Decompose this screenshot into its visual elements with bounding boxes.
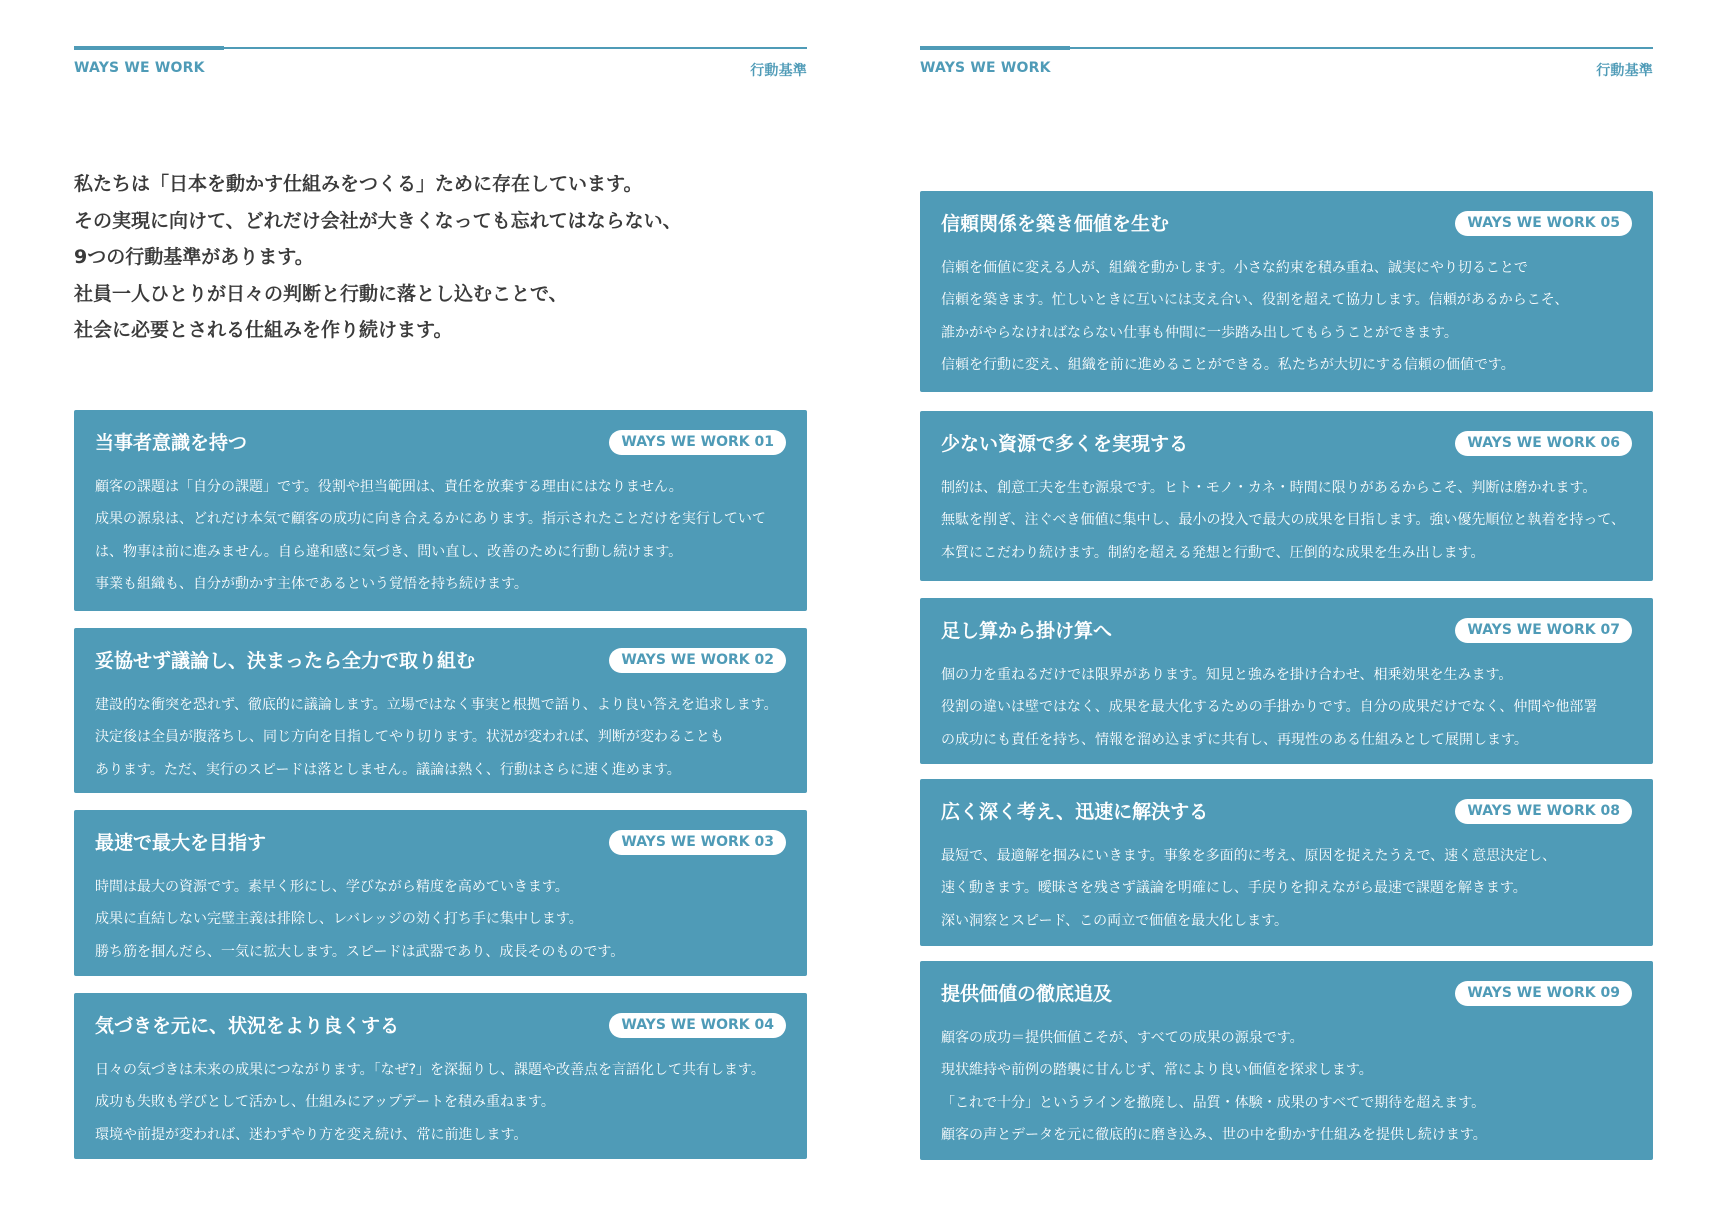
card-title: 信頼関係を築き価値を生む — [941, 213, 1170, 235]
card-body — [941, 659, 1639, 756]
card-title: 広く深く考え、迅速に解決する — [941, 801, 1209, 823]
card-body-line: 役割の違いは壁ではなく、成果を最大化するための手掛かりです。自分の成果だけでなく、仲間や他部署 — [941, 699, 1598, 716]
header-label-en: WAYS WE WORK — [920, 60, 1051, 76]
card-badge: WAYS WE WORK 04 — [609, 1013, 786, 1038]
card-body-line: 成果の源泉は、どれだけ本気で顧客の成功に向き合えるかにあります。指示されたことだけを実行していて — [95, 511, 766, 528]
card-body — [95, 471, 793, 600]
card-badge: WAYS WE WORK 06 — [1455, 431, 1632, 456]
header-rule — [74, 47, 807, 49]
card-body-line: 現状維持や前例の踏襲に甘んじず、常により良い価値を探求します。 — [941, 1062, 1373, 1079]
card-05 — [920, 191, 1653, 392]
card-body-line: 信頼を行動に変え、組織を前に進めることができる。私たちが大切にする信頼の価値です。 — [941, 356, 1515, 373]
card-badge: WAYS WE WORK 03 — [609, 830, 786, 855]
card-title: 気づきを元に、状況をより良くする — [95, 1015, 400, 1037]
card-body — [941, 252, 1639, 381]
header-label-en: WAYS WE WORK — [74, 60, 205, 76]
card-title: 妥協せず議論し、決まったら全力で取り組む — [95, 650, 476, 672]
card-07 — [920, 598, 1653, 764]
card-title: 提供価値の徹底追及 — [941, 983, 1113, 1005]
card-body-line: 決定後は全員が腹落ちし、同じ方向を目指してやり切ります。状況が変われば、判断が変わることも — [95, 729, 724, 746]
card-body-line: は、物事は前に進みません。自ら違和感に気づき、問い直し、改善のために行動し続けます。 — [95, 543, 683, 560]
card-body-line: 最短で、最適解を掴みにいきます。事象を多面的に考え、原因を捉えたうえで、速く意思決定し、 — [941, 848, 1557, 864]
card-title: 足し算から掛け算へ — [941, 620, 1113, 642]
card-body-line: 顧客の課題は「自分の課題」です。役割や担当範囲は、責任を放棄する理由にはなりません。 — [95, 479, 683, 495]
card-body-line: 本質にこだわり続けます。制約を超える発想と行動で、圧倒的な成果を生み出します。 — [941, 544, 1485, 561]
card-body — [95, 871, 793, 968]
left-page — [74, 0, 807, 1225]
card-body-line: 顧客の成功＝提供価値こそが、すべての成果の源泉です。 — [941, 1030, 1304, 1046]
card-body-line: 深い洞察とスピード、この両立で価値を最大化します。 — [941, 912, 1289, 929]
card-body-line: 建設的な衝突を恐れず、徹底的に議論します。立場ではなく事実と根拠で語り、より良い答えを追求します。 — [95, 697, 778, 713]
card-body-line: 顧客の声とデータを元に徹底的に磨き込み、世の中を動かす仕組みを提供し続けます。 — [941, 1126, 1487, 1143]
card-01 — [74, 410, 807, 611]
intro-line: 私たちは「日本を動かす仕組みをつくる」ために存在しています。 — [74, 173, 643, 195]
card-body-line: 制約は、創意工夫を生む源泉です。ヒト・モノ・カネ・時間に限りがあるからこそ、判断は磨かれます。 — [941, 480, 1597, 496]
card-badge: WAYS WE WORK 09 — [1455, 981, 1632, 1006]
card-body — [941, 1022, 1639, 1151]
intro-text — [74, 166, 807, 349]
card-body-line: あります。ただ、実行のスピードは落としません。議論は熱く、行動はさらに速く進めます。 — [95, 761, 681, 778]
card-body — [941, 840, 1639, 937]
card-09 — [920, 961, 1653, 1160]
card-body-line: 誰かがやらなければならない仕事も仲間に一歩踏み出してもらうことができます。 — [941, 324, 1458, 341]
card-badge: WAYS WE WORK 08 — [1455, 799, 1632, 824]
card-badge: WAYS WE WORK 01 — [609, 430, 786, 455]
card-badge: WAYS WE WORK 05 — [1455, 211, 1632, 236]
card-body-line: 個の力を重ねるだけでは限界があります。知見と強みを掛け合わせ、相乗効果を生みます。 — [941, 667, 1513, 683]
card-title: 少ない資源で多くを実現する — [941, 433, 1189, 455]
card-body-line: 成果に直結しない完璧主義は排除し、レバレッジの効く打ち手に集中します。 — [95, 911, 583, 928]
intro-line: 社会に必要とされる仕組みを作り続けます。 — [74, 319, 453, 341]
card-body-line: 無駄を削ぎ、注ぐべき価値に集中し、最小の投入で最大の成果を目指します。強い優先順位と執着を持って、 — [941, 512, 1626, 529]
card-body-line: 事業も組織も、自分が動かす主体であるという覚悟を持ち続けます。 — [95, 575, 528, 592]
card-body-line: 時間は最大の資源です。素早く形にし、学びながら精度を高めていきます。 — [95, 879, 569, 895]
card-06 — [920, 411, 1653, 581]
intro-line: その実現に向けて、どれだけ会社が大きくなっても忘れてはならない、 — [74, 209, 682, 232]
card-02 — [74, 628, 807, 793]
intro-line: 9つの行動基準があります。 — [74, 246, 314, 268]
card-body — [95, 1054, 793, 1151]
card-badge: WAYS WE WORK 02 — [609, 648, 786, 673]
card-body-line: 環境や前提が変われば、迷わずやり方を変え続け、常に前進します。 — [95, 1126, 528, 1143]
card-body-line: 速く動きます。曖昧さを残さず議論を明確にし、手戻りを抑えながら最速で課題を解きます。 — [941, 880, 1527, 897]
card-body — [95, 689, 793, 786]
header-label-jp: 行動基準 — [1596, 63, 1653, 79]
card-body-line: の成功にも責任を持ち、情報を溜め込まずに共有し、再現性のある仕組みとして展開します。 — [941, 731, 1528, 748]
card-03 — [74, 810, 807, 976]
header-rule — [920, 47, 1653, 49]
header-label-jp: 行動基準 — [750, 63, 807, 79]
card-title: 最速で最大を目指す — [95, 832, 267, 854]
card-title: 当事者意識を持つ — [95, 432, 248, 454]
card-body-line: 勝ち筋を掴んだら、一気に拡大します。スピードは武器であり、成長そのものです。 — [95, 943, 625, 960]
card-body-line: 信頼を価値に変える人が、組織を動かします。小さな約束を積み重ね、誠実にやり切ることで — [941, 260, 1528, 276]
header-rule-accent — [920, 46, 1070, 50]
right-page — [920, 0, 1653, 1225]
card-body-line: 日々の気づきは未来の成果につながります。「なぜ?」を深掘りし、課題や改善点を言語化して共有します。 — [95, 1062, 765, 1078]
header-rule-accent — [74, 46, 224, 50]
card-badge: WAYS WE WORK 07 — [1455, 618, 1632, 643]
intro-line: 社員一人ひとりが日々の判断と行動に落とし込むことで、 — [74, 282, 568, 305]
card-body-line: 信頼を築きます。忙しいときに互いには支え合い、役割を超えて協力します。信頼があるからこそ、 — [941, 292, 1569, 309]
card-body-line: 「これで十分」というラインを撤廃し、品質・体験・成果のすべてで期待を超えます。 — [941, 1094, 1486, 1111]
card-body-line: 成功も失敗も学びとして活かし、仕組みにアップデートを積み重ねます。 — [95, 1094, 555, 1111]
card-body — [941, 472, 1639, 569]
card-08 — [920, 779, 1653, 946]
card-04 — [74, 993, 807, 1159]
